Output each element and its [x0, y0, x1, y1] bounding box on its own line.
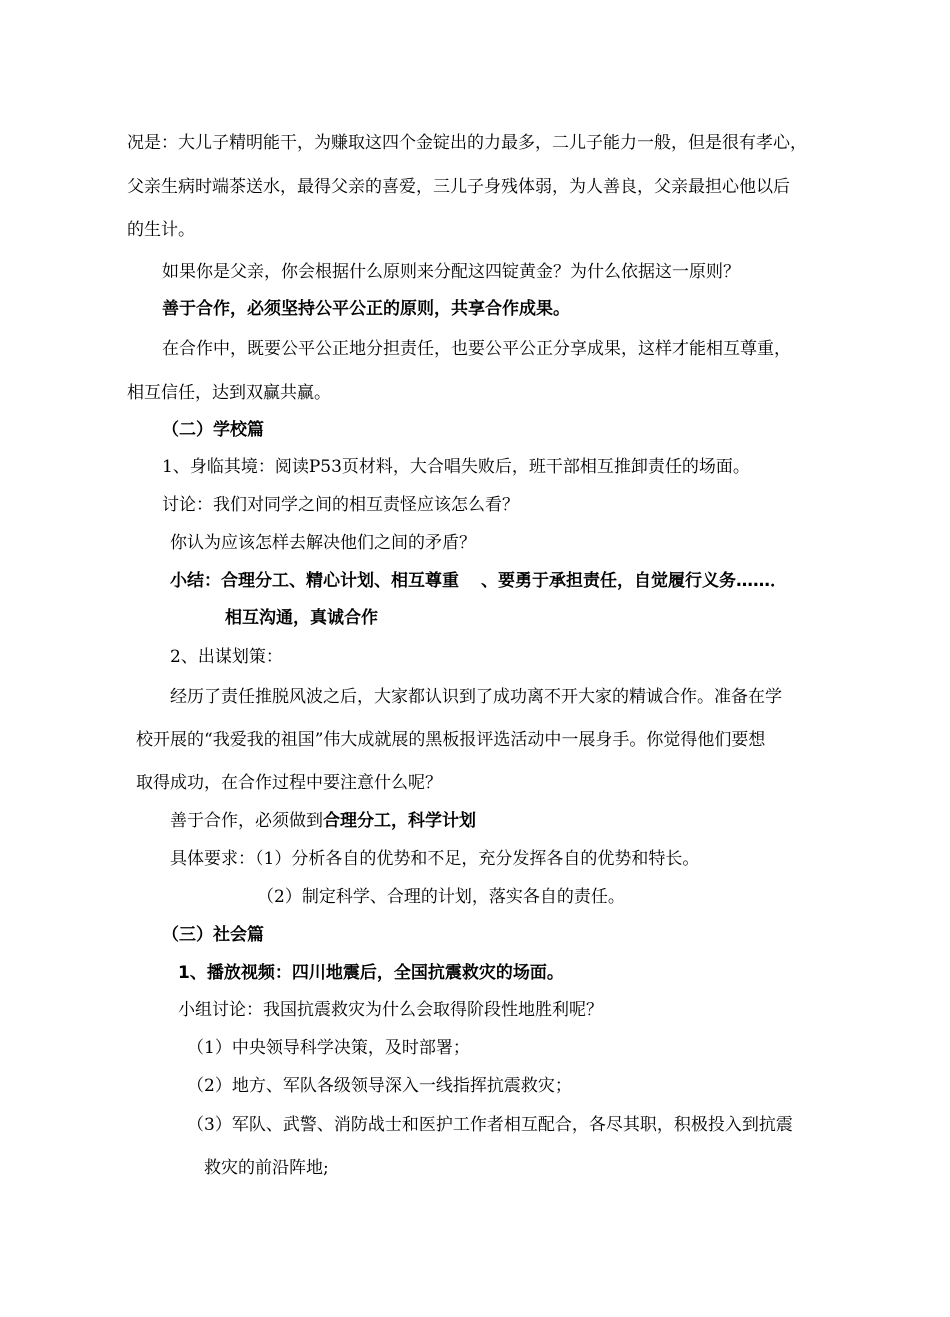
summary-part-2: 、要勇于承担责任，自觉履行义务……．: [481, 571, 787, 591]
section-heading: （三）社会篇: [162, 925, 264, 945]
paragraph-line: 取得成功，在合作过程中要注意什么呢？: [136, 773, 442, 793]
requirement-1: 具体要求：（1）分析各自的优势和不足，充分发挥各自的优势和特长。: [170, 849, 700, 869]
requirement-2: （2）制定科学、合理的计划，落实各自的责任。: [257, 887, 625, 907]
paragraph-line: 小组讨论：我国抗震救灾为什么会取得阶段性地胜利呢？: [178, 1000, 603, 1020]
paragraph-line: 的生计。: [127, 220, 195, 240]
paragraph-line: 你认为应该怎样去解决他们之间的矛盾？: [170, 533, 476, 553]
text-normal: 善于合作，必须做到: [170, 811, 323, 831]
paragraph-line: 况是：大儿子精明能干，为赚取这四个金锭出的力最多，二儿子能力一般，但是很有孝心，: [127, 133, 807, 153]
summary-line: [170, 569, 787, 593]
paragraph-line: [170, 809, 476, 833]
paragraph-line: 相互信任，达到双赢共赢。: [127, 383, 331, 403]
paragraph-line: 在合作中，既要公平公正地分担责任，也要公平公正分享成果，这样才能相互尊重，: [162, 339, 791, 359]
paragraph-line: 讨论：我们对同学之间的相互责怪应该怎么看？: [162, 495, 519, 515]
text-bold: 合理分工，科学计划: [323, 811, 476, 831]
summary-line-2: 相互沟通，真诚合作: [225, 608, 378, 628]
key-point: 善于合作，必须坚持公平公正的原则，共享合作成果。: [162, 299, 570, 319]
paragraph-line: 1、身临其境：阅读P53页材料，大合唱失败后，班干部相互推卸责任的场面。: [162, 457, 750, 477]
list-item: （3）军队、武警、消防战士和医护工作者相互配合，各尽其职，积极投入到抗震: [187, 1115, 793, 1135]
list-item-continued: 救灾的前沿阵地;: [204, 1158, 329, 1178]
list-item: （2）地方、军队各级领导深入一线指挥抗震救灾；: [187, 1076, 572, 1096]
question-line: 如果你是父亲，你会根据什么原则来分配这四锭黄金？为什么依据这一原则？: [162, 262, 740, 282]
section-heading: （二）学校篇: [162, 420, 264, 440]
paragraph-line: 校开展的“我爱我的祖国”伟大成就展的黑板报评选活动中一展身手。你觉得他们要想: [136, 730, 766, 750]
paragraph-line: 父亲生病时端茶送水，最得父亲的喜爱，三儿子身残体弱，为人善良，父亲最担心他以后: [127, 177, 790, 197]
summary-part-1: 小结：合理分工、精心计划、相互尊重: [170, 571, 459, 591]
paragraph-line: 经历了责任推脱风波之后，大家都认识到了成功离不开大家的精诚合作。准备在学: [170, 687, 782, 707]
list-item: （1）中央领导科学决策，及时部署；: [187, 1038, 470, 1058]
subheading: 1、播放视频：四川地震后，全国抗震救灾的场面。: [178, 963, 564, 983]
subheading: 2、出谋划策：: [170, 647, 283, 667]
